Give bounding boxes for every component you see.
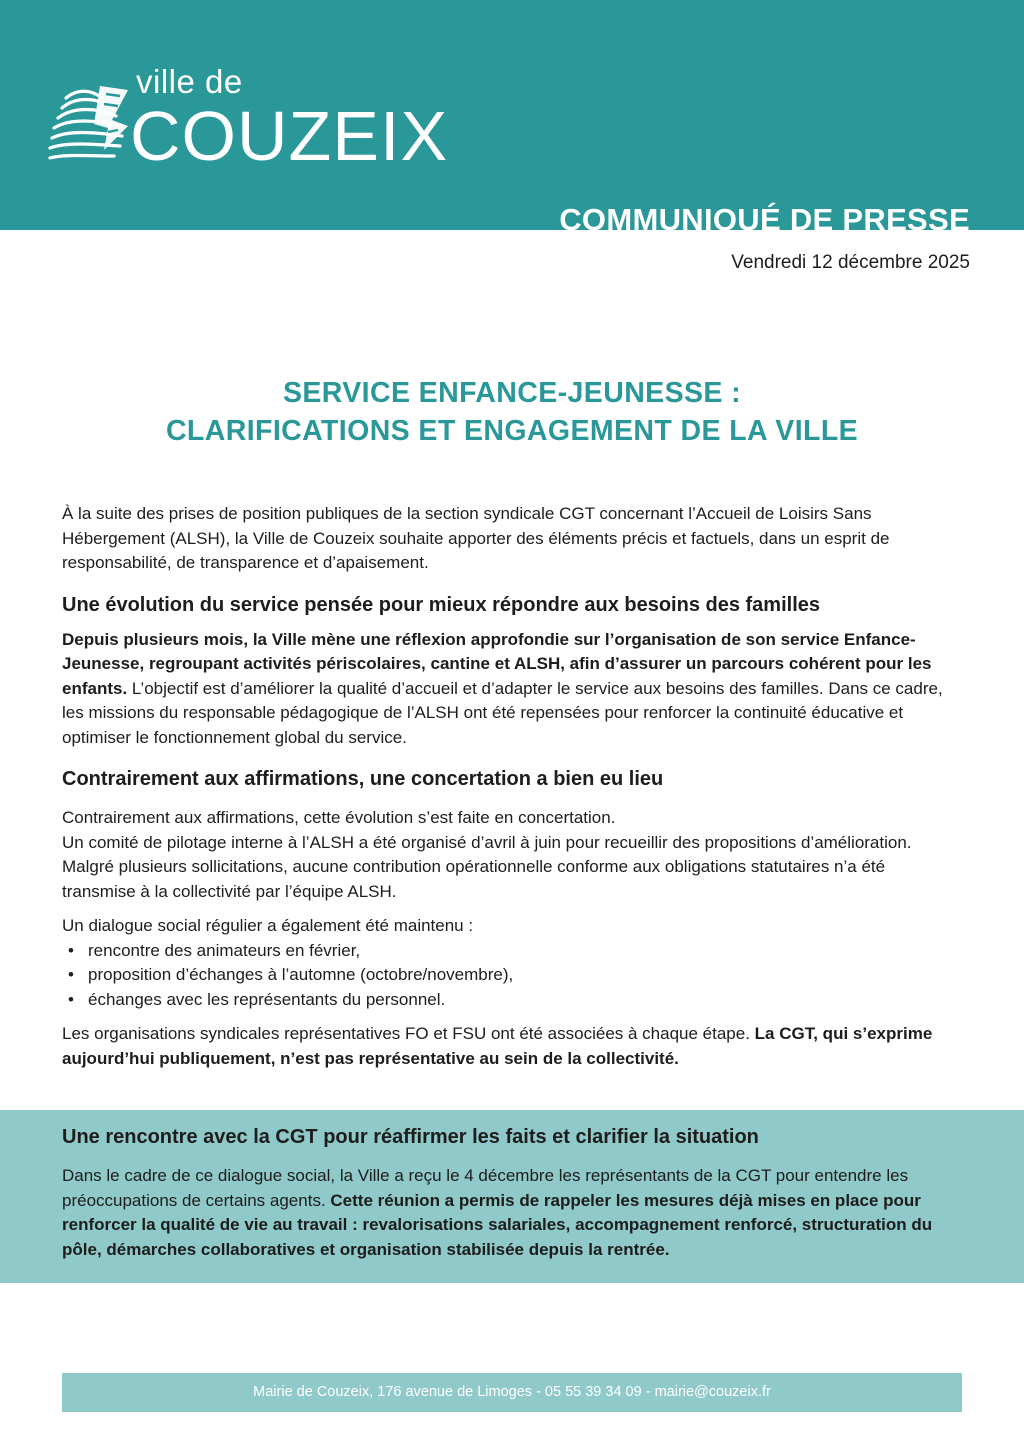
concertation-paragraph: Un comité de pilotage interne à l’ALSH a été organisé d’avril à juin pour recueillir des propositions d’amélioration. Malgré plusieurs sollicitations, aucune contribution opérationnelle conforme aux obligations statutaires n’a été transmise à la collectivité par l’équipe ALSH. [62, 832, 912, 901]
logo-big-text: COUZEIX [130, 97, 449, 175]
footer-contact-bar: Mairie de Couzeix, 176 avenue de Limoges - 05 55 39 34 09 - mairie@couzeix.fr [62, 1373, 962, 1412]
list-item: • rencontre des animateurs en février, [62, 939, 962, 964]
page-title-line-1: SERVICE ENFANCE-JEUNESSE : [282, 377, 742, 409]
unions-bold-text: La CGT, qui s’exprime aujourd’hui publiquement, n’est pas représentative au sein de la collectivité. [62, 1024, 933, 1068]
cgt-meeting-paragraph [62, 1164, 967, 1262]
cgt-meeting-bold-text: Cette réunion a permis de rappeler les mesures déjà mises en place pour renforcer la qualité de vie au travail : revalorisations salariales, accompagnement renforcé, structuration du pôle, démarches collaboratives et organisation stabilisée depuis la rentrée. [62, 1190, 933, 1259]
list-item: • proposition d’échanges à l’automne (octobre/novembre), [62, 963, 962, 988]
section-evolution-paragraph [62, 628, 962, 751]
main-content [62, 502, 962, 1071]
header-band [0, 0, 1024, 237]
dialogue-list [62, 939, 962, 1013]
intro-paragraph: À la suite des prises de position publiques de la section syndicale CGT concernant l’Accueil de Loisirs Sans Hébergement (ALSH), la Ville de Couzeix souhaite apporter des éléments précis et factuels, dans un esprit de responsabilité, de transparence et d’apaisement. [62, 504, 890, 572]
section-evolution-bold-text: Depuis plusieurs mois, la Ville mène une réflexion approfondie sur l’organisation de son service Enfance-Jeunesse, regroupant activités périscolaires, cantine et ALSH, afin d’assurer un parcours cohérent pour les enfants. [62, 629, 932, 698]
section-heading-concertation: Contrairement aux affirmations, une concertation a bien eu lieu [62, 768, 664, 790]
cgt-meeting-text: Dans le cadre de ce dialogue social, la Ville a reçu le 4 décembre les représentants de la CGT pour entendre les préoccupations de certains agents. [62, 1166, 909, 1210]
bullet-icon: • [68, 940, 74, 960]
section-evolution-text: L’objectif est d’améliorer la qualité d’accueil et d’adapter le service aux besoins des familles. Dans ce cadre, les missions du responsable pédagogique de l’ALSH ont été repensées pour renforcer la continuité éducative et optimiser le fonctionnement global du service. [62, 678, 943, 747]
list-item: • échanges avec les représentants du personnel. [62, 988, 962, 1013]
page-title-line-2: CLARIFICATIONS ET ENGAGEMENT DE LA VILLE [165, 415, 859, 447]
page-title [0, 374, 1024, 450]
cgt-highlight-box [0, 1110, 1024, 1283]
concertation-line-1: Contrairement aux affirmations, cette évolution s’est faite en concertation. [62, 808, 616, 827]
dialogue-intro: Un dialogue social régulier a également été maintenu : [62, 916, 474, 935]
doc-type-label: COMMUNIQUÉ DE PRESSE [559, 202, 970, 237]
section-heading-cgt-meeting: Une rencontre avec la CGT pour réaffirmer les faits et clarifier la situation [62, 1126, 759, 1148]
unions-text: Les organisations syndicales représentatives FO et FSU ont été associées à chaque étape. [62, 1024, 755, 1043]
section-heading-evolution: Une évolution du service pensée pour mieux répondre aux besoins des familles [62, 593, 821, 616]
logo-small-text: ville de [136, 63, 243, 100]
bullet-icon: • [68, 965, 74, 984]
bullet-icon: • [68, 989, 74, 1009]
cgt-highlight-content [62, 1124, 967, 1262]
logo [48, 62, 478, 182]
publication-date: Vendredi 12 décembre 2025 [731, 252, 970, 273]
logo-mark-icon [48, 80, 134, 170]
unions-paragraph [62, 1022, 962, 1071]
